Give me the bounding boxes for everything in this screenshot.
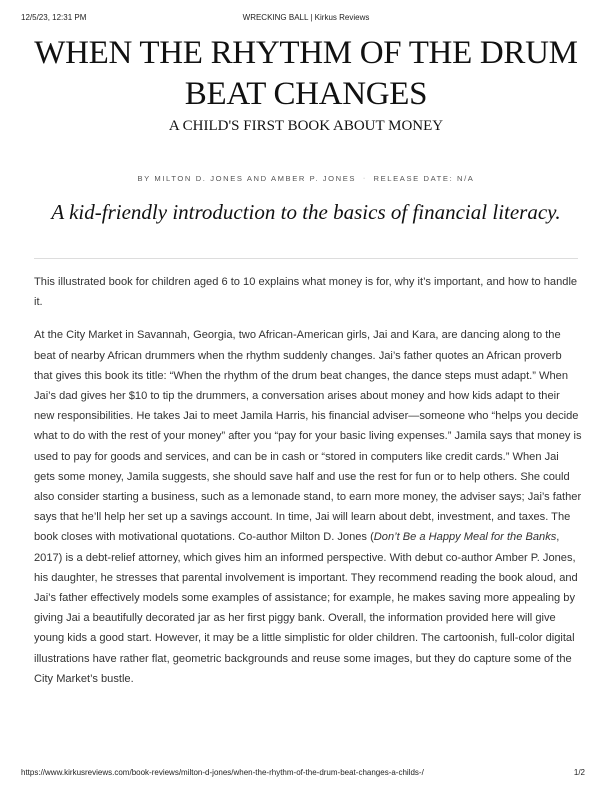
print-url: https://www.kirkusreviews.com/book-reviews/milton-d-jones/when-the-rhythm-of-the-drum-beat-changes-a-childs-/ [21, 768, 424, 777]
review-tagline: A kid-friendly introduction to the basics of financial literacy. [51, 200, 561, 224]
print-header [0, 13, 612, 25]
review-paragraph-text: At the City Market in Savannah, Georgia, two African-American girls, Jai and Kara, are dancing along to the beat of nearby African drummers when the rhythm suddenly changes. Jai’s father quotes an African proverb that gives this book its title: “When the rhythm of the drum beat changes, the dance steps must adapt.” When Jai’s dad gives her $10 to tip the drummers, a conversation arises about money and how kids adapt to their new responsibilities. He takes Jai to meet Jamila Harris, his financial adviser—someone who “helps you decide what to do with the rest of your money” after you “pay for your basic living expenses.” Jamila says that money is used to pay for goods and services, and can be in cash or “stored in computers like credit cards.” When Jai gets some money, Jamila suggests, she should save half and use the rest for fun or to help others. She could also consider starting a business, such as a lemonade stand, to earn more money, the adviser says; Jai’s father says that he’ll help her set up a savings account. In time, Jai will learn about debt, investment, and taxes. The book closes with motivational quotations. Co-author Milton D. Jones ( [34, 329, 582, 544]
book-subtitle: A CHILD'S FIRST BOOK ABOUT MONEY [168, 118, 444, 134]
byline-authors: BY MILTON D. JONES AND AMBER P. JONES [137, 174, 357, 183]
print-timestamp: 12/5/23, 12:31 PM [21, 13, 87, 22]
print-footer [0, 768, 612, 780]
review-paragraph: This illustrated book for children aged 6 to 10 explains what money is for, why it’s important, and how to handle it. [34, 276, 578, 309]
review-paragraph [34, 325, 582, 689]
byline-separator: ‧ [362, 174, 367, 183]
cited-book-title: Don’t Be a Happy Meal for the Banks [373, 531, 557, 544]
print-page-title: WRECKING BALL | Kirkus Reviews [242, 13, 370, 22]
page-number: 1/2 [573, 768, 585, 777]
release-date: RELEASE DATE: N/A [373, 174, 475, 183]
book-title: WHEN THE RHYTHM OF THE DRUM BEAT CHANGES [34, 35, 578, 112]
review-paragraph-tail: , 2017) is a debt-relief attorney, which gives him an informed perspective. With debut co-author Amber P. Jones, his daughter, he stresses that parental involvement is important. They recommend reading the book aloud, and Jai’s father effectively models some examples of assistance; for example, he makes saving more appealing by giving Jai a beautifully decorated jar as her first piggy bank. Overall, the information provided here will give young kids a good start. However, it may be a little simplistic for older children. The cartoonish, full-color digital illustrations have rather flat, geometric backgrounds and reuse some images, but they do capture some of the City Market’s bustle. [34, 531, 578, 685]
review-body [34, 272, 582, 702]
byline [30, 174, 582, 183]
section-divider [34, 258, 578, 259]
